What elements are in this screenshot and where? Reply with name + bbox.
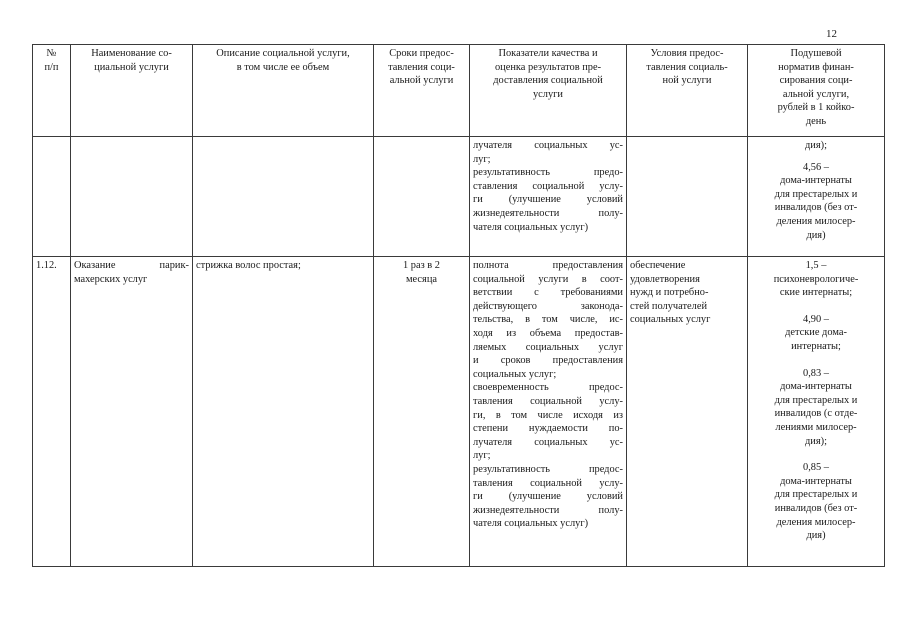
- quality-line: своевременность предос-: [473, 382, 623, 394]
- quality-line: ставления социальной услу-: [473, 180, 623, 192]
- norm-spacer: [751, 354, 881, 367]
- norm-entry: 4,56 – дома-интернаты для престарелых и инвалидов (без от- деления милосер- дия): [774, 161, 858, 241]
- norm-entry: дия);: [805, 140, 827, 151]
- header-service-name: Наименование со- циальной услуги: [71, 45, 193, 137]
- quality-line: ги (улучшение условий: [473, 194, 623, 206]
- quality-line: социальной услуги в соот-: [473, 273, 623, 285]
- quality-line: полнота предоставления: [473, 260, 623, 271]
- quality-line: жизнедеятельности полу-: [473, 504, 623, 516]
- header-number: № п/п: [33, 45, 71, 137]
- cell-description: стрижка волос простая;: [193, 257, 374, 567]
- quality-line: результативность предо-: [473, 167, 623, 179]
- cell-terms: [374, 137, 470, 257]
- quality-line: результативность предос-: [473, 463, 623, 475]
- norm-entry: 0,85 – дома-интернаты для престарелых и инвалидов (без от- деления милосер- дия): [774, 462, 858, 542]
- quality-line: ляемых социальных услуг: [473, 341, 623, 353]
- cell-description: [193, 137, 374, 257]
- quality-line: ги, в том числе исходя из: [473, 409, 623, 421]
- norm-spacer: [751, 300, 881, 313]
- quality-line: действующего законода-: [473, 300, 623, 312]
- quality-line: тельства, в том числе, ис-: [473, 314, 623, 326]
- header-conditions: Условия предос- тавления социаль- ной услуги: [627, 45, 748, 137]
- header-description: Описание социальной услуги, в том числе ее объем: [193, 45, 374, 137]
- quality-line: тавления социальной услу-: [473, 477, 623, 489]
- cell-norm: [748, 137, 885, 257]
- quality-line: луг;: [473, 450, 491, 462]
- table-row: [33, 137, 885, 257]
- quality-line: луг;: [473, 153, 491, 165]
- cell-number: [33, 137, 71, 257]
- quality-line: и сроков предоставления: [473, 355, 623, 367]
- header-quality: Показатели качества и оценка результатов пре- доставления социальной услуги: [470, 45, 627, 137]
- quality-line: жизнедеятельности полу-: [473, 207, 623, 219]
- cell-service-name: [71, 257, 193, 567]
- norm-entry: 0,83 – дома-интернаты для престарелых и инвалидов (с отде- лениями милосер- дия);: [774, 367, 858, 447]
- cell-service-name: [71, 137, 193, 257]
- cell-quality: [470, 137, 627, 257]
- cell-conditions: [627, 137, 748, 257]
- quality-line: социальных услуг;: [473, 368, 557, 380]
- cell-quality: [470, 257, 627, 567]
- norm-entry: 1,5 – психоневрологиче- ские интернаты;: [773, 260, 859, 299]
- table-row: [33, 257, 885, 567]
- header-norm: Подушевой норматив финан- сирования соци- альной услуги, рублей в 1 койко- день: [748, 45, 885, 137]
- quality-line: ходя из объема предостав-: [473, 327, 623, 339]
- service-name-line: Оказание парик-: [74, 260, 189, 271]
- quality-line: чателя социальных услуг): [473, 518, 589, 530]
- social-services-table: [32, 44, 885, 567]
- norm-spacer: [751, 448, 881, 461]
- quality-line: ги (улучшение условий: [473, 491, 623, 503]
- quality-line: лучателя социальных ус-: [473, 140, 623, 151]
- quality-line: ветствии с требованиями: [473, 287, 623, 299]
- quality-line: лучателя социальных ус-: [473, 436, 623, 448]
- norm-spacer: [751, 153, 881, 161]
- quality-line: чателя социальных услуг): [473, 221, 589, 233]
- page-number: 12: [826, 28, 837, 40]
- service-name-line: махерских услуг: [74, 273, 148, 285]
- cell-conditions: обеспечение удовлетворения нужд и потребно- стей получателей социальных услуг: [627, 257, 748, 567]
- header-terms: Сроки предос- тавления соци- альной услуги: [374, 45, 470, 137]
- cell-norm: [748, 257, 885, 567]
- table-header-row: [33, 45, 885, 137]
- norm-entry: 4,90 – детские дома- интернаты;: [785, 313, 847, 352]
- cell-terms: 1 раз в 2 месяца: [374, 257, 470, 567]
- quality-line: тавления социальной услу-: [473, 395, 623, 407]
- cell-number: 1.12.: [33, 257, 71, 567]
- quality-line: степени нуждаемости по-: [473, 423, 623, 435]
